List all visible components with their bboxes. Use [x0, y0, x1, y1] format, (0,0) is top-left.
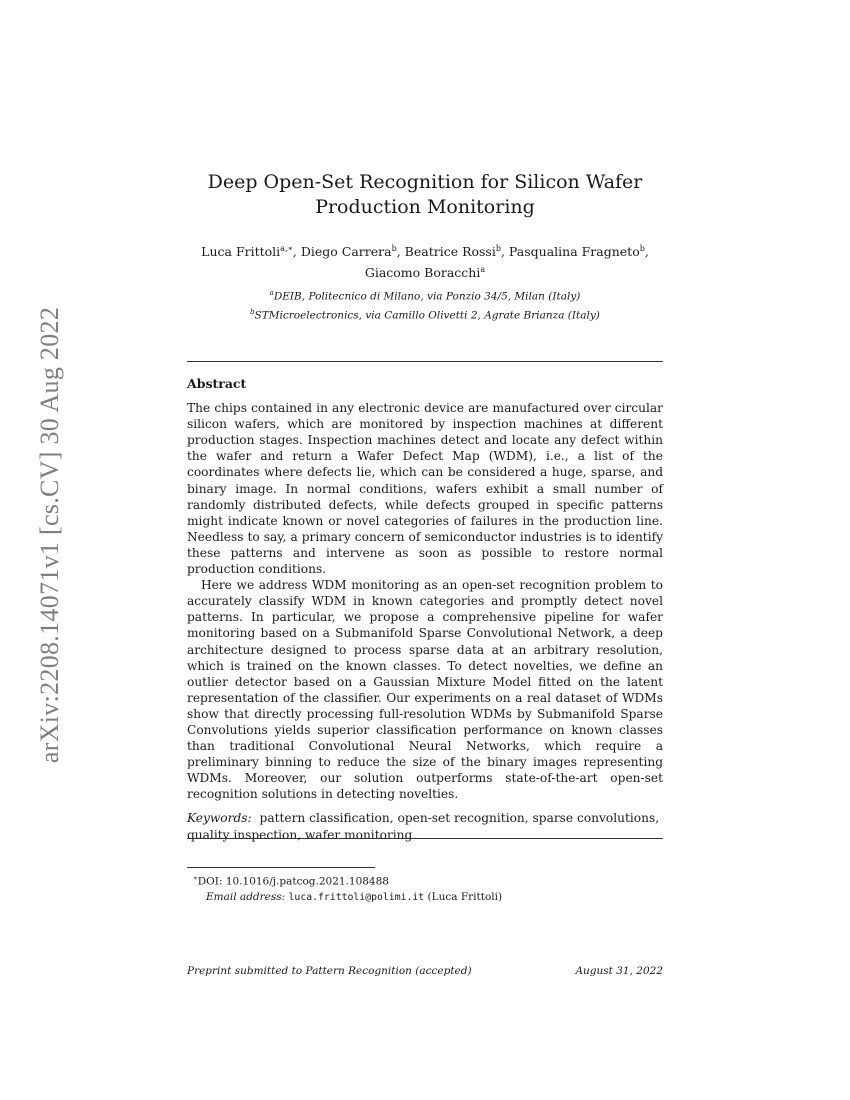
abstract-heading: Abstract [187, 376, 247, 391]
footnote-doi: DOI: 10.1016/j.patcog.2021.108488 [197, 875, 389, 888]
affiliation-item [187, 305, 663, 324]
abstract-paragraph-1: The chips contained in any electronic device are manufactured over circular silicon wafers, which are monitored by inspection machines at different production stages. Inspection machines detect and locate any defect within the wafer and return a Wafer Defect Map (WDM), i.e., a list of the coordinates where defects lie, which can be considered a huge, sparse, and binary image. In normal conditions, wafers exhibit a small number of randomly distributed defects, while defects grouped in specific patterns might indicate known or novel categories of failures in the production line. Needless to say, a primary concern of semiconductor industries is to identify these patterns and intervene as soon as possible to restore normal production conditions. [187, 401, 663, 577]
author-name: Pasqualina Fragneto [508, 244, 640, 260]
keywords-text: pattern classification, open-set recognition, sparse convolutions, quality inspection, wafer monitoring [187, 811, 660, 842]
author-name: Beatrice Rossi [404, 244, 496, 260]
preprint-note: Preprint submitted to Pattern Recognition (accepted) [187, 965, 472, 977]
author-affiliation-mark: a [480, 265, 486, 275]
bottom-divider [187, 838, 663, 839]
paper-title [187, 170, 663, 220]
footnote-doi-line [187, 871, 663, 890]
affiliation-list [187, 286, 663, 323]
footnote [187, 871, 663, 905]
arxiv-stamp [24, 285, 76, 785]
footnote-mark: ∗ [193, 874, 198, 882]
footnote-email-line [187, 890, 663, 905]
email-label: Email address: [206, 890, 286, 903]
top-divider [187, 361, 663, 362]
page-footer [187, 965, 663, 977]
abstract-paragraph-2: Here we address WDM monitoring as an open-set recognition problem to accurately classify WDM in known categories and promptly detect novel patterns. In particular, we propose a comprehensive pipeline for wafer monitoring based on a Submanifold Sparse Convolutional Network, a deep architecture designed to process sparse data at an arbitrary resolution, which is trained on the known classes. To detect novelties, we define an outlier detector based on a Gaussian Mixture Model fitted on the latent representation of the classifier. Our experiments on a real dataset of WDMs show that directly processing full-resolution WDMs by Submanifold Sparse Convolutions yields superior classification performance on known classes than traditional Convolutional Neural Networks, which require a preliminary binning to reduce the size of the binary images representing WDMs. Moreover, our solution outperforms state-of-the-art open-set recognition solutions in detecting novelties. [187, 578, 663, 802]
title-line-1: Deep Open-Set Recognition for Silicon Wafer [207, 171, 643, 193]
author-affiliation-mark: b [495, 244, 501, 253]
email-address[interactable]: luca.frittoli@polimi.it [288, 891, 425, 903]
author-affiliation-mark: b [639, 244, 645, 253]
title-line-2: Production Monitoring [315, 196, 535, 218]
author-affiliation-mark: b [391, 244, 397, 253]
author-list: Luca Frittoli$^{a,∗}$, Diego Carrera$^b$, Beatrice Rossi$^b$, Pasqualina Fragneto$^b$, Giacomo Boracchi$^a$ [201, 244, 649, 281]
author-name: Giacomo Boracchi [364, 265, 481, 281]
arxiv-id: arXiv:2208.14071v1 [cs.CV] 30 Aug 2022 [35, 306, 65, 764]
abstract-section [187, 376, 663, 843]
author-affiliation-mark: a,∗ [280, 244, 293, 253]
email-owner: (Luca Frittoli) [427, 890, 503, 903]
author-name: Luca Frittoli [201, 244, 281, 260]
affiliation-text: STMicroelectronics, via Camillo Olivetti 2, Agrate Brianza (Italy) [254, 309, 600, 321]
author-name: Diego Carrera [300, 244, 392, 260]
footnote-rule [187, 867, 375, 868]
affiliation-mark: b [250, 307, 255, 316]
affiliation-item [187, 286, 663, 305]
affiliation-mark: a [269, 289, 274, 297]
preprint-date: August 31, 2022 [575, 965, 663, 977]
affiliation-text: DEIB, Politecnico di Milano, via Ponzio 34/5, Milan (Italy) [273, 290, 581, 303]
keywords-label: Keywords: [187, 811, 252, 826]
